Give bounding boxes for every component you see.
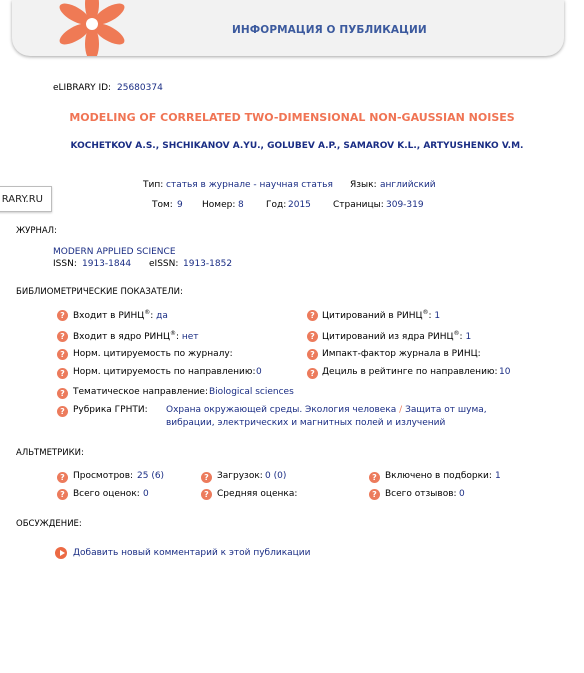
discussion-heading: ОБСУЖДЕНИЕ: (16, 519, 82, 529)
journal-name-link[interactable]: MODERN APPLIED SCIENCE (53, 247, 176, 257)
help-icon[interactable]: ? (307, 368, 318, 379)
language-value: английский (380, 180, 436, 190)
journal-heading: ЖУРНАЛ: (16, 226, 57, 236)
side-tab-elibrary[interactable]: RARY.RU (0, 186, 52, 212)
elibrary-id-label: eLIBRARY ID: (53, 83, 112, 93)
help-icon[interactable]: ? (57, 472, 68, 483)
cit-core-label: Цитирований из ядра РИНЦ (322, 332, 454, 342)
cit-rinc-row: Цитирований в РИНЦ®: 1 (322, 309, 441, 321)
pages-value: 309-319 (386, 200, 424, 210)
language-label: Язык: (350, 180, 377, 190)
type-value: статья в журнале - научная статья (166, 180, 333, 190)
help-icon[interactable]: ? (57, 368, 68, 379)
rinc-label: Входит в РИНЦ (73, 311, 145, 321)
core-row: Входит в ядро РИНЦ®: нет (73, 330, 199, 342)
grnti-line-2[interactable]: вибрации, электрических и магнитных полей и излучений (166, 418, 446, 428)
eissn-label: eISSN: (149, 259, 179, 269)
core-label: Входит в ядро РИНЦ (73, 332, 170, 342)
rinc-row: Входит в РИНЦ®: да (73, 309, 168, 321)
help-icon[interactable]: ? (307, 331, 318, 342)
norm-journal-label: Норм. цитируемость по журналу: (73, 349, 233, 359)
authors-list[interactable]: KOCHETKOV A.S., SHCHIKANOV A.YU., GOLUBEV A.P., SAMAROV K.L., ARTYUSHENKO V.M. (70, 141, 524, 151)
registered-mark: ® (144, 309, 151, 316)
registered-mark: ® (169, 330, 176, 337)
decile-label: Дециль в рейтинге по направлению: (322, 367, 498, 377)
issue-value[interactable]: 8 (238, 200, 244, 210)
cit-rinc-label: Цитирований в РИНЦ (322, 311, 423, 321)
grnti-separator: / (396, 405, 406, 415)
rinc-value: да (156, 311, 168, 321)
collections-label: Включено в подборки: (385, 471, 492, 481)
help-icon[interactable]: ? (57, 388, 68, 399)
year-label: Год: (266, 200, 287, 210)
help-icon[interactable]: ? (57, 310, 68, 321)
norm-direction-label: Норм. цитируемость по направлению: (73, 367, 256, 377)
page-header (12, 0, 564, 56)
help-icon[interactable]: ? (57, 331, 68, 342)
play-icon[interactable] (55, 547, 67, 559)
flower-logo-icon (40, 0, 150, 56)
help-icon[interactable]: ? (201, 472, 212, 483)
core-value: нет (181, 332, 199, 342)
year-value: 2015 (288, 200, 311, 210)
help-icon[interactable]: ? (57, 489, 68, 500)
add-comment-link[interactable]: Добавить новый комментарий к этой публикации (73, 548, 311, 558)
issue-label: Номер: (202, 200, 236, 210)
help-icon[interactable]: ? (57, 349, 68, 360)
elibrary-id-value: 25680374 (117, 83, 163, 93)
views-value: 25 (6) (137, 471, 165, 481)
help-icon[interactable]: ? (369, 472, 380, 483)
cit-core-value[interactable]: 1 (465, 332, 472, 342)
volume-value[interactable]: 9 (177, 200, 183, 210)
help-icon[interactable]: ? (57, 406, 68, 417)
theme-label: Тематическое направление: (73, 387, 208, 397)
ratings-label: Всего оценок: (73, 489, 140, 499)
eissn-value: 1913-1852 (183, 259, 233, 269)
cit-rinc-value[interactable]: 1 (434, 311, 441, 321)
help-icon[interactable]: ? (201, 489, 212, 500)
volume-label: Том: (152, 200, 173, 210)
avg-rating-label: Средняя оценка: (217, 489, 298, 499)
grnti-line-1 (166, 405, 487, 415)
impact-factor-label: Импакт-фактор журнала в РИНЦ: (322, 349, 481, 359)
views-label: Просмотров: (73, 471, 134, 481)
grnti-label: Рубрика ГРНТИ: (73, 405, 148, 415)
type-label: Тип: (143, 180, 164, 190)
pages-label: Страницы: (333, 200, 384, 210)
cit-core-row: Цитирований из ядра РИНЦ®: 1 (322, 330, 472, 342)
registered-mark: ® (422, 309, 429, 316)
help-icon[interactable]: ? (369, 489, 380, 500)
issn-label: ISSN: (53, 259, 77, 269)
help-icon[interactable]: ? (307, 310, 318, 321)
downloads-label: Загрузок: (217, 471, 263, 481)
header-title: ИНФОРМАЦИЯ О ПУБЛИКАЦИИ (232, 24, 427, 36)
registered-mark: ® (453, 330, 460, 337)
bibliometrics-heading: БИБЛИОМЕТРИЧЕСКИЕ ПОКАЗАТЕЛИ: (16, 287, 183, 297)
theme-value[interactable]: Biological sciences (209, 387, 294, 397)
issn-value: 1913-1844 (82, 259, 132, 269)
altmetrics-heading: АЛЬТМЕТРИКИ: (16, 448, 84, 458)
grnti-noise-link[interactable]: Защита от шума, (405, 405, 487, 415)
ratings-value: 0 (143, 489, 149, 499)
norm-direction-value: 0 (256, 367, 262, 377)
decile-value: 10 (499, 367, 511, 377)
publication-title: MODELING OF CORRELATED TWO-DIMENSIONAL NON-GAUSSIAN NOISES (69, 111, 515, 124)
grnti-ecology-link[interactable]: Охрана окружающей среды. Экология человека (166, 405, 397, 415)
collections-value[interactable]: 1 (495, 471, 501, 481)
reviews-value: 0 (459, 489, 465, 499)
downloads-value: 0 (0) (265, 471, 287, 481)
help-icon[interactable]: ? (307, 349, 318, 360)
reviews-label: Всего отзывов: (385, 489, 457, 499)
